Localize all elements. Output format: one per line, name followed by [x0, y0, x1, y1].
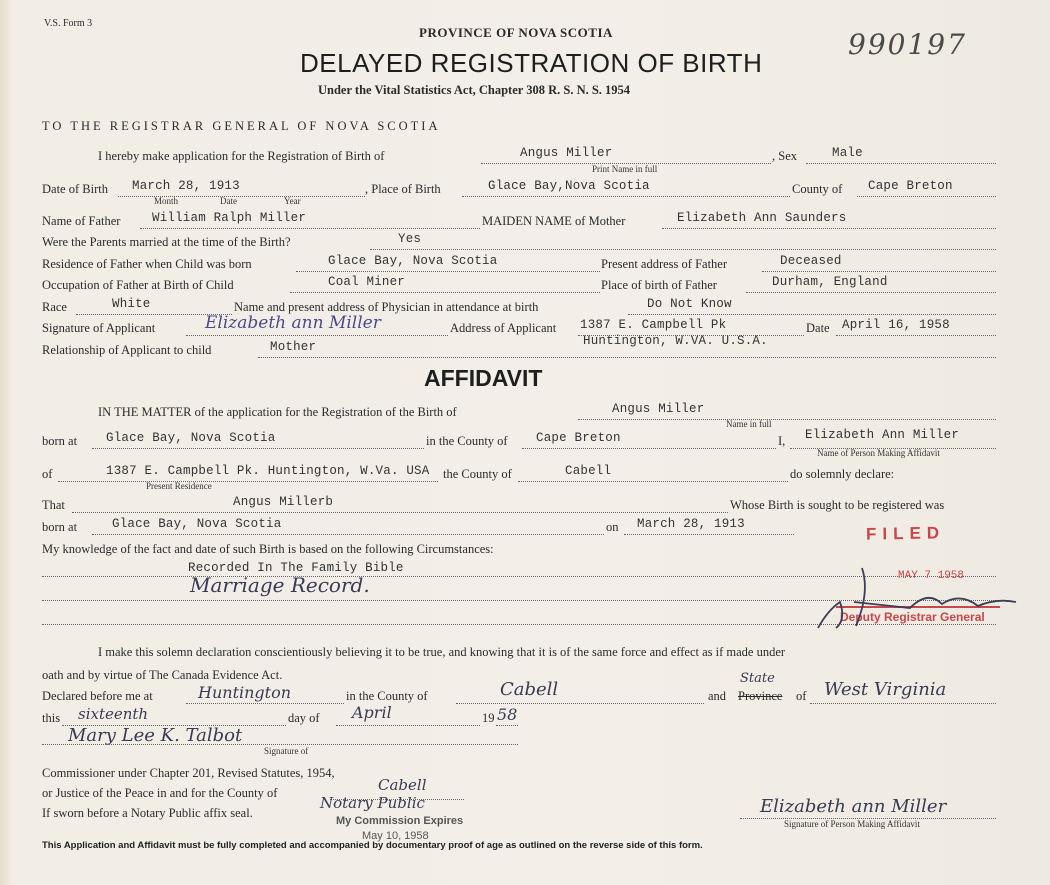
commissioner-signature: Mary Lee K. Talbot: [68, 725, 243, 746]
present-address-label: Present address of Father: [601, 257, 728, 271]
date-label: Date: [806, 321, 830, 335]
notary-line: If sworn before a Notary Public affix seal.: [42, 806, 253, 820]
race-value: White: [112, 297, 151, 311]
and-label: and: [708, 689, 727, 703]
the-county-label: the County of: [443, 467, 512, 481]
form-number: V.S. Form 3: [44, 18, 93, 29]
residence-father-value: Glace Bay, Nova Scotia: [328, 254, 498, 268]
deputy-registrar-label: Deputy Registrar General: [840, 610, 985, 624]
pob-value: Glace Bay,Nova Scotia: [488, 179, 650, 193]
occupation-value: Coal Miner: [328, 275, 406, 289]
print-name-caption: Print Name in full: [592, 164, 658, 174]
address-line1: 1387 E. Campbell Pk: [580, 318, 727, 332]
declared-label: Declared before me at: [42, 689, 153, 703]
filed-date: MAY 7 1958: [898, 570, 965, 582]
notary-handwritten: Notary Public: [320, 794, 425, 812]
declared-state-value: West Virginia: [824, 679, 947, 700]
race-label: Race: [42, 300, 67, 314]
date-caption: Date: [220, 196, 237, 206]
signature-label: Signature of Applicant: [42, 321, 156, 335]
month-value: April: [352, 703, 392, 722]
footer-note: This Application and Affidavit must be fully completed and accompanied by documentary proof of age as outlined on the reverse side of this form.: [42, 840, 703, 851]
dob-label: Date of Birth: [42, 182, 108, 196]
physician-label: Name and present address of Physician in attendance at birth: [234, 300, 539, 314]
of-label: of: [42, 467, 53, 481]
that-name-value: Angus Millerb: [233, 495, 334, 509]
address-line2: Huntington, W.VA. U.S.A.: [583, 334, 768, 348]
notary-commission-date: May 10, 1958: [362, 830, 429, 842]
declared-at-value: Huntington: [198, 683, 292, 702]
justice-county-value: Cabell: [378, 776, 427, 794]
declared-county-value: Cabell: [500, 679, 559, 700]
day-of-label: day of: [288, 711, 320, 725]
pob-label: , Place of Birth: [365, 182, 441, 196]
affiant-caption: Name of Person Making Affidavit: [817, 448, 940, 458]
relationship-label: Relationship of Applicant to child: [42, 343, 212, 357]
month-caption: Month: [154, 196, 179, 206]
addressee-line: TO THE REGISTRAR GENERAL OF NOVA SCOTIA: [42, 119, 441, 133]
of-label-2: of: [796, 689, 807, 703]
affiant-signature: Elizabeth ann Miller: [760, 796, 947, 817]
justice-line: or Justice of the Peace in and for the County of: [42, 786, 278, 800]
residence-father-label: Residence of Father when Child was born: [42, 257, 252, 271]
sex-value: Male: [832, 146, 863, 160]
applicant-signature: Elizabeth ann Miller: [205, 313, 381, 333]
year-suffix: 58: [497, 705, 518, 724]
this-label: this: [42, 711, 61, 725]
dob-value: March 28, 1913: [132, 179, 240, 193]
father-birthplace-label: Place of birth of Father: [601, 278, 717, 292]
day-value: sixteenth: [78, 705, 149, 723]
relationship-value: Mother: [270, 340, 317, 354]
residence-county-value: Cabell: [565, 464, 612, 478]
notary-commission-stamp: My Commission Expires: [336, 815, 464, 827]
commissioner-line: Commissioner under Chapter 201, Revised Statutes, 1954,: [42, 766, 335, 780]
father-birthplace-value: Durham, England: [772, 275, 888, 289]
circumstance-2: Marriage Record.: [190, 573, 370, 597]
province-heading: PROVINCE OF NOVA SCOTIA: [419, 25, 613, 40]
affiant-value: Elizabeth Ann Miller: [805, 428, 960, 442]
married-value: Yes: [398, 232, 422, 246]
married-label: Were the Parents married at the time of the Birth?: [42, 235, 291, 249]
county-label: County of: [792, 182, 843, 196]
county-value: Cape Breton: [868, 179, 953, 193]
year-caption: Year: [284, 196, 301, 206]
born-on-value: March 28, 1913: [637, 517, 745, 531]
born-at-value: Glace Bay, Nova Scotia: [106, 431, 276, 445]
knowledge-label: My knowledge of the fact and date of such Birth is based on the following Circumstances:: [42, 542, 494, 556]
that-label: That: [42, 498, 65, 512]
date-value: April 16, 1958: [842, 318, 950, 332]
registrar-signature-mark: [810, 562, 1025, 638]
present-address-value: Deceased: [780, 254, 842, 268]
affidavit-title: AFFIDAVIT: [424, 365, 543, 391]
i-label: I,: [778, 434, 786, 448]
name-in-full-caption: Name in full: [726, 419, 772, 429]
present-residence-caption: Present Residence: [146, 481, 212, 491]
mother-value: Elizabeth Ann Saunders: [677, 211, 847, 225]
occupation-label: Occupation of Father at Birth of Child: [42, 278, 234, 292]
year-prefix: 19: [482, 711, 495, 725]
affiant-signature-caption: Signature of Person Making Affidavit: [784, 819, 920, 829]
affidavit-county-value: Cape Breton: [536, 431, 621, 445]
physician-value: Do Not Know: [647, 297, 732, 311]
signature-of-caption: Signature of: [264, 746, 309, 756]
father-value: William Ralph Miller: [152, 211, 307, 225]
declaration-line-1: I make this solemn declaration conscientiously believing it to be true, and knowing that it is of the same force and effect as if made under: [98, 645, 786, 659]
child-name-value: Angus Miller: [520, 146, 613, 160]
registration-number: 990197: [848, 28, 967, 61]
matter-label: IN THE MATTER of the application for the Registration of the Birth of: [98, 405, 457, 419]
form-subtitle: Under the Vital Statistics Act, Chapter 308 R. S. N. S. 1954: [318, 83, 631, 97]
intro-label: I hereby make application for the Registration of Birth of: [98, 149, 385, 163]
county-of-label: in the County of: [426, 434, 508, 448]
born-at-label: born at: [42, 434, 78, 448]
matter-name-value: Angus Miller: [612, 402, 705, 416]
filed-stamp: FILED: [865, 523, 946, 544]
circumstance-1: Recorded In The Family Bible: [188, 561, 404, 575]
state-handwritten: State: [740, 671, 775, 686]
province-label: Province: [738, 689, 783, 703]
born-at2-label: born at: [42, 520, 78, 534]
on-label: on: [606, 520, 619, 534]
form-title: DELAYED REGISTRATION OF BIRTH: [300, 48, 763, 78]
address-label: Address of Applicant: [450, 321, 557, 335]
mother-label: MAIDEN NAME of Mother: [482, 214, 626, 228]
sex-label: , Sex: [772, 149, 797, 163]
residence-value: 1387 E. Campbell Pk. Huntington, W.Va. USA: [106, 464, 430, 478]
declaration-line-2: oath and by virtue of The Canada Evidence Act.: [42, 668, 283, 682]
declare-label: do solemnly declare:: [790, 467, 895, 481]
born-at2-value: Glace Bay, Nova Scotia: [112, 517, 282, 531]
declared-county-label: in the County of: [346, 689, 428, 703]
whose-label: Whose Birth is sought to be registered was: [730, 498, 945, 512]
father-label: Name of Father: [42, 214, 121, 228]
